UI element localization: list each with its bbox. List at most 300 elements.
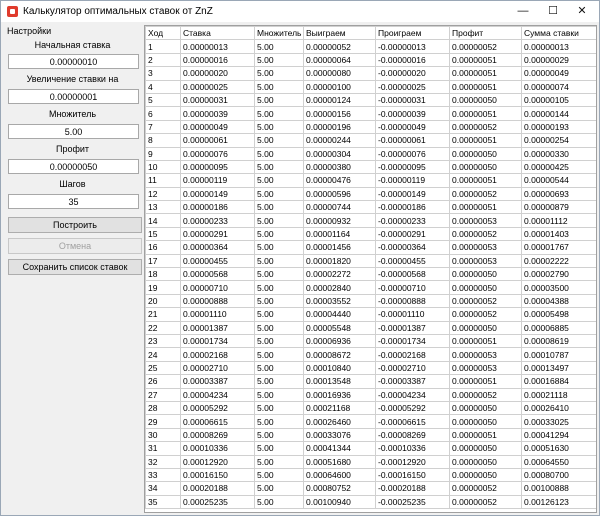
cell-bet[interactable]: 0.00020188 — [181, 482, 255, 495]
close-button[interactable]: ✕ — [577, 5, 587, 17]
cell-loss[interactable]: -0.00000049 — [376, 120, 450, 133]
cell-win[interactable]: 0.00064600 — [304, 468, 376, 481]
cell-profit[interactable]: 0.00000050 — [450, 401, 522, 414]
table-row[interactable] — [146, 348, 598, 361]
cell-bet[interactable]: 0.00000186 — [181, 201, 255, 214]
table-row[interactable] — [146, 214, 598, 227]
cell-win[interactable]: 0.00000080 — [304, 67, 376, 80]
cell-bet-sum[interactable]: 0.00000254 — [522, 134, 598, 147]
cell-bet-sum[interactable]: 0.00000013 — [522, 40, 598, 53]
cell-loss[interactable]: -0.00000888 — [376, 294, 450, 307]
cell-profit[interactable]: 0.00000053 — [450, 254, 522, 267]
cell-win[interactable]: 0.00000476 — [304, 174, 376, 187]
cell-bet[interactable]: 0.00000233 — [181, 214, 255, 227]
cell-move[interactable]: 25 — [146, 361, 181, 374]
cell-bet[interactable]: 0.00002168 — [181, 348, 255, 361]
cancel-button[interactable]: Отмена — [8, 238, 142, 254]
cell-bet[interactable]: 0.00000049 — [181, 120, 255, 133]
cell-profit[interactable]: 0.00000050 — [450, 160, 522, 173]
header-loss[interactable]: Проиграем — [376, 27, 450, 40]
cell-profit[interactable]: 0.00000051 — [450, 334, 522, 347]
table-row[interactable] — [146, 254, 598, 267]
cell-multiplier[interactable]: 5.00 — [255, 227, 304, 240]
cell-bet-sum[interactable]: 0.00000330 — [522, 147, 598, 160]
cell-bet-sum[interactable]: 0.00126123 — [522, 495, 598, 508]
cell-move[interactable]: 16 — [146, 241, 181, 254]
cell-profit[interactable]: 0.00000051 — [450, 67, 522, 80]
header-bet-sum[interactable]: Сумма ставки — [522, 27, 598, 40]
cell-multiplier[interactable]: 5.00 — [255, 147, 304, 160]
table-row[interactable] — [146, 268, 598, 281]
cell-move[interactable]: 20 — [146, 294, 181, 307]
cell-bet-sum[interactable]: 0.00041294 — [522, 428, 598, 441]
cell-profit[interactable]: 0.00000050 — [450, 415, 522, 428]
cell-bet-sum[interactable]: 0.00000193 — [522, 120, 598, 133]
cell-profit[interactable]: 0.00000050 — [450, 281, 522, 294]
cell-profit[interactable]: 0.00000050 — [450, 321, 522, 334]
cell-multiplier[interactable]: 5.00 — [255, 294, 304, 307]
cell-loss[interactable]: -0.00000013 — [376, 40, 450, 53]
cell-win[interactable]: 0.00002272 — [304, 268, 376, 281]
cell-loss[interactable]: -0.00000025 — [376, 80, 450, 93]
cell-win[interactable]: 0.00000244 — [304, 134, 376, 147]
cell-bet-sum[interactable]: 0.00033025 — [522, 415, 598, 428]
cell-bet[interactable]: 0.00000031 — [181, 93, 255, 106]
table-row[interactable] — [146, 241, 598, 254]
cell-bet-sum[interactable]: 0.00000105 — [522, 93, 598, 106]
table-row[interactable] — [146, 442, 598, 455]
cell-loss[interactable]: -0.00001110 — [376, 308, 450, 321]
cell-win[interactable]: 0.00000124 — [304, 93, 376, 106]
cell-loss[interactable]: -0.00000364 — [376, 241, 450, 254]
cell-profit[interactable]: 0.00000052 — [450, 388, 522, 401]
table-row[interactable] — [146, 401, 598, 414]
cell-loss[interactable]: -0.00025235 — [376, 495, 450, 508]
cell-bet-sum[interactable]: 0.00013497 — [522, 361, 598, 374]
cell-loss[interactable]: -0.00016150 — [376, 468, 450, 481]
cell-bet[interactable]: 0.00016150 — [181, 468, 255, 481]
cell-profit[interactable]: 0.00000051 — [450, 375, 522, 388]
cell-win[interactable]: 0.00000304 — [304, 147, 376, 160]
cell-bet-sum[interactable]: 0.00010787 — [522, 348, 598, 361]
cell-bet[interactable]: 0.00001734 — [181, 334, 255, 347]
cell-bet[interactable]: 0.00000076 — [181, 147, 255, 160]
cell-win[interactable]: 0.00000744 — [304, 201, 376, 214]
cell-bet-sum[interactable]: 0.00000029 — [522, 53, 598, 66]
cell-bet[interactable]: 0.00001110 — [181, 308, 255, 321]
cell-win[interactable]: 0.00006936 — [304, 334, 376, 347]
cell-move[interactable]: 22 — [146, 321, 181, 334]
cell-bet[interactable]: 0.00000016 — [181, 53, 255, 66]
cell-multiplier[interactable]: 5.00 — [255, 455, 304, 468]
cell-win[interactable]: 0.00026460 — [304, 415, 376, 428]
cell-profit[interactable]: 0.00000053 — [450, 241, 522, 254]
cell-win[interactable]: 0.00041344 — [304, 442, 376, 455]
cell-loss[interactable]: -0.00020188 — [376, 482, 450, 495]
cell-bet[interactable]: 0.00000364 — [181, 241, 255, 254]
cell-move[interactable]: 19 — [146, 281, 181, 294]
table-row[interactable] — [146, 174, 598, 187]
table-row[interactable] — [146, 227, 598, 240]
cell-multiplier[interactable]: 5.00 — [255, 80, 304, 93]
table-row[interactable] — [146, 53, 598, 66]
cell-multiplier[interactable]: 5.00 — [255, 187, 304, 200]
cell-multiplier[interactable]: 5.00 — [255, 160, 304, 173]
cell-bet-sum[interactable]: 0.00002222 — [522, 254, 598, 267]
cell-profit[interactable]: 0.00000051 — [450, 428, 522, 441]
cell-loss[interactable]: -0.00000039 — [376, 107, 450, 120]
cell-bet[interactable]: 0.00012920 — [181, 455, 255, 468]
cell-move[interactable]: 27 — [146, 388, 181, 401]
cell-multiplier[interactable]: 5.00 — [255, 321, 304, 334]
cell-multiplier[interactable]: 5.00 — [255, 482, 304, 495]
cell-move[interactable]: 26 — [146, 375, 181, 388]
cell-win[interactable]: 0.00010840 — [304, 361, 376, 374]
cell-multiplier[interactable]: 5.00 — [255, 268, 304, 281]
cell-win[interactable]: 0.00000932 — [304, 214, 376, 227]
cell-multiplier[interactable]: 5.00 — [255, 375, 304, 388]
cell-move[interactable]: 8 — [146, 134, 181, 147]
cell-bet[interactable]: 0.00000888 — [181, 294, 255, 307]
cell-move[interactable]: 13 — [146, 201, 181, 214]
cell-multiplier[interactable]: 5.00 — [255, 254, 304, 267]
increase-input[interactable]: 0.00000001 — [8, 89, 139, 104]
cell-bet[interactable]: 0.00000061 — [181, 134, 255, 147]
header-profit[interactable]: Профит — [450, 27, 522, 40]
header-bet[interactable]: Ставка — [181, 27, 255, 40]
cell-bet-sum[interactable]: 0.00005498 — [522, 308, 598, 321]
cell-multiplier[interactable]: 5.00 — [255, 495, 304, 508]
cell-win[interactable]: 0.00008672 — [304, 348, 376, 361]
cell-move[interactable]: 5 — [146, 93, 181, 106]
cell-loss[interactable]: -0.00008269 — [376, 428, 450, 441]
table-row[interactable] — [146, 107, 598, 120]
cell-bet[interactable]: 0.00000710 — [181, 281, 255, 294]
cell-bet-sum[interactable]: 0.00004388 — [522, 294, 598, 307]
cell-profit[interactable]: 0.00000052 — [450, 482, 522, 495]
cell-win[interactable]: 0.00000052 — [304, 40, 376, 53]
cell-bet[interactable]: 0.00010336 — [181, 442, 255, 455]
cell-profit[interactable]: 0.00000053 — [450, 361, 522, 374]
cell-multiplier[interactable]: 5.00 — [255, 428, 304, 441]
cell-bet-sum[interactable]: 0.00100888 — [522, 482, 598, 495]
cell-multiplier[interactable]: 5.00 — [255, 281, 304, 294]
cell-win[interactable]: 0.00003552 — [304, 294, 376, 307]
table-row[interactable] — [146, 187, 598, 200]
cell-loss[interactable]: -0.00000095 — [376, 160, 450, 173]
cell-loss[interactable]: -0.00000020 — [376, 67, 450, 80]
cell-win[interactable]: 0.00001456 — [304, 241, 376, 254]
minimize-button[interactable]: — — [517, 5, 529, 17]
cell-move[interactable]: 21 — [146, 308, 181, 321]
cell-profit[interactable]: 0.00000050 — [450, 147, 522, 160]
cell-move[interactable]: 31 — [146, 442, 181, 455]
cell-move[interactable]: 34 — [146, 482, 181, 495]
cell-win[interactable]: 0.00000064 — [304, 53, 376, 66]
cell-move[interactable]: 15 — [146, 227, 181, 240]
header-win[interactable]: Выиграем — [304, 27, 376, 40]
cell-move[interactable]: 14 — [146, 214, 181, 227]
cell-bet-sum[interactable]: 0.00001112 — [522, 214, 598, 227]
cell-multiplier[interactable]: 5.00 — [255, 53, 304, 66]
cell-bet[interactable]: 0.00025235 — [181, 495, 255, 508]
cell-profit[interactable]: 0.00000050 — [450, 468, 522, 481]
table-row[interactable] — [146, 160, 598, 173]
table-row[interactable] — [146, 281, 598, 294]
cell-bet-sum[interactable]: 0.00006885 — [522, 321, 598, 334]
table-row[interactable] — [146, 308, 598, 321]
cell-bet-sum[interactable]: 0.00021118 — [522, 388, 598, 401]
cell-bet-sum[interactable]: 0.00051630 — [522, 442, 598, 455]
build-button[interactable]: Построить — [8, 217, 142, 233]
cell-move[interactable]: 2 — [146, 53, 181, 66]
cell-bet[interactable]: 0.00002710 — [181, 361, 255, 374]
cell-multiplier[interactable]: 5.00 — [255, 201, 304, 214]
cell-multiplier[interactable]: 5.00 — [255, 415, 304, 428]
cell-move[interactable]: 1 — [146, 40, 181, 53]
cell-move[interactable]: 10 — [146, 160, 181, 173]
cell-profit[interactable]: 0.00000052 — [450, 120, 522, 133]
cell-bet-sum[interactable]: 0.00000425 — [522, 160, 598, 173]
cell-win[interactable]: 0.00001820 — [304, 254, 376, 267]
cell-bet[interactable]: 0.00000025 — [181, 80, 255, 93]
cell-bet[interactable]: 0.00000095 — [181, 160, 255, 173]
cell-multiplier[interactable]: 5.00 — [255, 334, 304, 347]
save-bets-button[interactable]: Сохранить список ставок — [8, 259, 142, 275]
cell-bet-sum[interactable]: 0.00016884 — [522, 375, 598, 388]
cell-move[interactable]: 12 — [146, 187, 181, 200]
cell-move[interactable]: 11 — [146, 174, 181, 187]
cell-win[interactable]: 0.00013548 — [304, 375, 376, 388]
cell-profit[interactable]: 0.00000050 — [450, 268, 522, 281]
profit-input[interactable]: 0.00000050 — [8, 159, 139, 174]
cell-bet[interactable]: 0.00000568 — [181, 268, 255, 281]
cell-multiplier[interactable]: 5.00 — [255, 174, 304, 187]
table-row[interactable] — [146, 415, 598, 428]
cell-win[interactable]: 0.00100940 — [304, 495, 376, 508]
cell-loss[interactable]: -0.00000016 — [376, 53, 450, 66]
cell-bet-sum[interactable]: 0.00003500 — [522, 281, 598, 294]
cell-multiplier[interactable]: 5.00 — [255, 308, 304, 321]
cell-loss[interactable]: -0.00000119 — [376, 174, 450, 187]
cell-multiplier[interactable]: 5.00 — [255, 348, 304, 361]
cell-multiplier[interactable]: 5.00 — [255, 40, 304, 53]
cell-bet-sum[interactable]: 0.00000693 — [522, 187, 598, 200]
cell-win[interactable]: 0.00000596 — [304, 187, 376, 200]
table-row[interactable] — [146, 67, 598, 80]
cell-loss[interactable]: -0.00010336 — [376, 442, 450, 455]
header-multiplier[interactable]: Множитель — [255, 27, 304, 40]
table-row[interactable] — [146, 375, 598, 388]
cell-win[interactable]: 0.00004440 — [304, 308, 376, 321]
cell-loss[interactable]: -0.00004234 — [376, 388, 450, 401]
cell-profit[interactable]: 0.00000050 — [450, 93, 522, 106]
cell-win[interactable]: 0.00005548 — [304, 321, 376, 334]
cell-loss[interactable]: -0.00005292 — [376, 401, 450, 414]
cell-bet[interactable]: 0.00000013 — [181, 40, 255, 53]
table-row[interactable] — [146, 294, 598, 307]
cell-loss[interactable]: -0.00002168 — [376, 348, 450, 361]
cell-loss[interactable]: -0.00000455 — [376, 254, 450, 267]
cell-profit[interactable]: 0.00000051 — [450, 80, 522, 93]
cell-bet[interactable]: 0.00006615 — [181, 415, 255, 428]
cell-loss[interactable]: -0.00000186 — [376, 201, 450, 214]
cell-multiplier[interactable]: 5.00 — [255, 388, 304, 401]
cell-loss[interactable]: -0.00001387 — [376, 321, 450, 334]
title-bar[interactable] — [1, 1, 599, 22]
cell-bet-sum[interactable]: 0.00000144 — [522, 107, 598, 120]
cell-move[interactable]: 32 — [146, 455, 181, 468]
table-row[interactable] — [146, 147, 598, 160]
steps-input[interactable]: 35 — [8, 194, 139, 209]
cell-win[interactable]: 0.00000196 — [304, 120, 376, 133]
cell-move[interactable]: 29 — [146, 415, 181, 428]
cell-profit[interactable]: 0.00000050 — [450, 455, 522, 468]
cell-bet[interactable]: 0.00001387 — [181, 321, 255, 334]
cell-win[interactable]: 0.00000156 — [304, 107, 376, 120]
cell-loss[interactable]: -0.00002710 — [376, 361, 450, 374]
cell-multiplier[interactable]: 5.00 — [255, 120, 304, 133]
cell-bet[interactable]: 0.00003387 — [181, 375, 255, 388]
cell-loss[interactable]: -0.00000233 — [376, 214, 450, 227]
cell-multiplier[interactable]: 5.00 — [255, 468, 304, 481]
cell-move[interactable]: 30 — [146, 428, 181, 441]
table-row[interactable] — [146, 201, 598, 214]
table-row[interactable] — [146, 361, 598, 374]
cell-bet-sum[interactable]: 0.00000049 — [522, 67, 598, 80]
cell-bet[interactable]: 0.00005292 — [181, 401, 255, 414]
table-row[interactable] — [146, 495, 598, 508]
cell-move[interactable]: 3 — [146, 67, 181, 80]
cell-bet-sum[interactable]: 0.00064550 — [522, 455, 598, 468]
cell-profit[interactable]: 0.00000052 — [450, 308, 522, 321]
cell-profit[interactable]: 0.00000051 — [450, 107, 522, 120]
start-bet-input[interactable]: 0.00000010 — [8, 54, 139, 69]
cell-bet[interactable]: 0.00004234 — [181, 388, 255, 401]
cell-move[interactable]: 28 — [146, 401, 181, 414]
cell-profit[interactable]: 0.00000051 — [450, 174, 522, 187]
table-row[interactable] — [146, 334, 598, 347]
cell-profit[interactable]: 0.00000052 — [450, 40, 522, 53]
cell-loss[interactable]: -0.00000568 — [376, 268, 450, 281]
cell-loss[interactable]: -0.00000031 — [376, 93, 450, 106]
cell-win[interactable]: 0.00051680 — [304, 455, 376, 468]
cell-loss[interactable]: -0.00000061 — [376, 134, 450, 147]
table-row[interactable] — [146, 388, 598, 401]
cell-profit[interactable]: 0.00000051 — [450, 201, 522, 214]
cell-win[interactable]: 0.00001164 — [304, 227, 376, 240]
cell-move[interactable]: 17 — [146, 254, 181, 267]
cell-loss[interactable]: -0.00006615 — [376, 415, 450, 428]
cell-multiplier[interactable]: 5.00 — [255, 214, 304, 227]
cell-win[interactable]: 0.00080752 — [304, 482, 376, 495]
table-row[interactable] — [146, 40, 598, 53]
cell-loss[interactable]: -0.00000149 — [376, 187, 450, 200]
cell-bet[interactable]: 0.00000020 — [181, 67, 255, 80]
cell-bet-sum[interactable]: 0.00001403 — [522, 227, 598, 240]
table-row[interactable] — [146, 321, 598, 334]
cell-bet-sum[interactable]: 0.00000544 — [522, 174, 598, 187]
cell-bet-sum[interactable]: 0.00026410 — [522, 401, 598, 414]
table-row[interactable] — [146, 482, 598, 495]
cell-profit[interactable]: 0.00000053 — [450, 348, 522, 361]
bets-table[interactable] — [144, 25, 597, 513]
cell-multiplier[interactable]: 5.00 — [255, 107, 304, 120]
cell-profit[interactable]: 0.00000052 — [450, 495, 522, 508]
cell-move[interactable]: 4 — [146, 80, 181, 93]
cell-move[interactable]: 9 — [146, 147, 181, 160]
cell-move[interactable]: 35 — [146, 495, 181, 508]
cell-loss[interactable]: -0.00001734 — [376, 334, 450, 347]
table-row[interactable] — [146, 134, 598, 147]
cell-bet-sum[interactable]: 0.00008619 — [522, 334, 598, 347]
cell-loss[interactable]: -0.00003387 — [376, 375, 450, 388]
cell-bet-sum[interactable]: 0.00000074 — [522, 80, 598, 93]
table-row[interactable] — [146, 428, 598, 441]
cell-multiplier[interactable]: 5.00 — [255, 401, 304, 414]
cell-loss[interactable]: -0.00000076 — [376, 147, 450, 160]
cell-profit[interactable]: 0.00000052 — [450, 187, 522, 200]
cell-move[interactable]: 24 — [146, 348, 181, 361]
cell-bet[interactable]: 0.00008269 — [181, 428, 255, 441]
cell-move[interactable]: 33 — [146, 468, 181, 481]
maximize-button[interactable]: ☐ — [548, 5, 558, 17]
cell-profit[interactable]: 0.00000052 — [450, 294, 522, 307]
cell-loss[interactable]: -0.00000291 — [376, 227, 450, 240]
table-row[interactable] — [146, 455, 598, 468]
cell-win[interactable]: 0.00033076 — [304, 428, 376, 441]
cell-bet-sum[interactable]: 0.00002790 — [522, 268, 598, 281]
cell-move[interactable]: 6 — [146, 107, 181, 120]
cell-move[interactable]: 23 — [146, 334, 181, 347]
header-move[interactable]: Ход — [146, 27, 181, 40]
cell-loss[interactable]: -0.00012920 — [376, 455, 450, 468]
table-row[interactable] — [146, 80, 598, 93]
cell-multiplier[interactable]: 5.00 — [255, 93, 304, 106]
cell-loss[interactable]: -0.00000710 — [376, 281, 450, 294]
cell-win[interactable]: 0.00000380 — [304, 160, 376, 173]
cell-move[interactable]: 18 — [146, 268, 181, 281]
cell-profit[interactable]: 0.00000051 — [450, 134, 522, 147]
cell-bet-sum[interactable]: 0.00080700 — [522, 468, 598, 481]
cell-bet[interactable]: 0.00000039 — [181, 107, 255, 120]
cell-multiplier[interactable]: 5.00 — [255, 134, 304, 147]
cell-bet-sum[interactable]: 0.00000879 — [522, 201, 598, 214]
table-row[interactable] — [146, 93, 598, 106]
cell-win[interactable]: 0.00000100 — [304, 80, 376, 93]
cell-multiplier[interactable]: 5.00 — [255, 241, 304, 254]
cell-bet-sum[interactable]: 0.00001767 — [522, 241, 598, 254]
table-row[interactable] — [146, 120, 598, 133]
cell-bet[interactable]: 0.00000291 — [181, 227, 255, 240]
cell-win[interactable]: 0.00021168 — [304, 401, 376, 414]
cell-profit[interactable]: 0.00000051 — [450, 53, 522, 66]
cell-win[interactable]: 0.00002840 — [304, 281, 376, 294]
cell-multiplier[interactable]: 5.00 — [255, 442, 304, 455]
cell-profit[interactable]: 0.00000050 — [450, 442, 522, 455]
table-row[interactable] — [146, 468, 598, 481]
cell-profit[interactable]: 0.00000052 — [450, 227, 522, 240]
cell-profit[interactable]: 0.00000053 — [450, 214, 522, 227]
cell-win[interactable]: 0.00016936 — [304, 388, 376, 401]
cell-bet[interactable]: 0.00000149 — [181, 187, 255, 200]
cell-bet[interactable]: 0.00000119 — [181, 174, 255, 187]
cell-bet[interactable]: 0.00000455 — [181, 254, 255, 267]
cell-move[interactable]: 7 — [146, 120, 181, 133]
multiplier-input[interactable]: 5.00 — [8, 124, 139, 139]
cell-multiplier[interactable]: 5.00 — [255, 361, 304, 374]
cell-multiplier[interactable]: 5.00 — [255, 67, 304, 80]
